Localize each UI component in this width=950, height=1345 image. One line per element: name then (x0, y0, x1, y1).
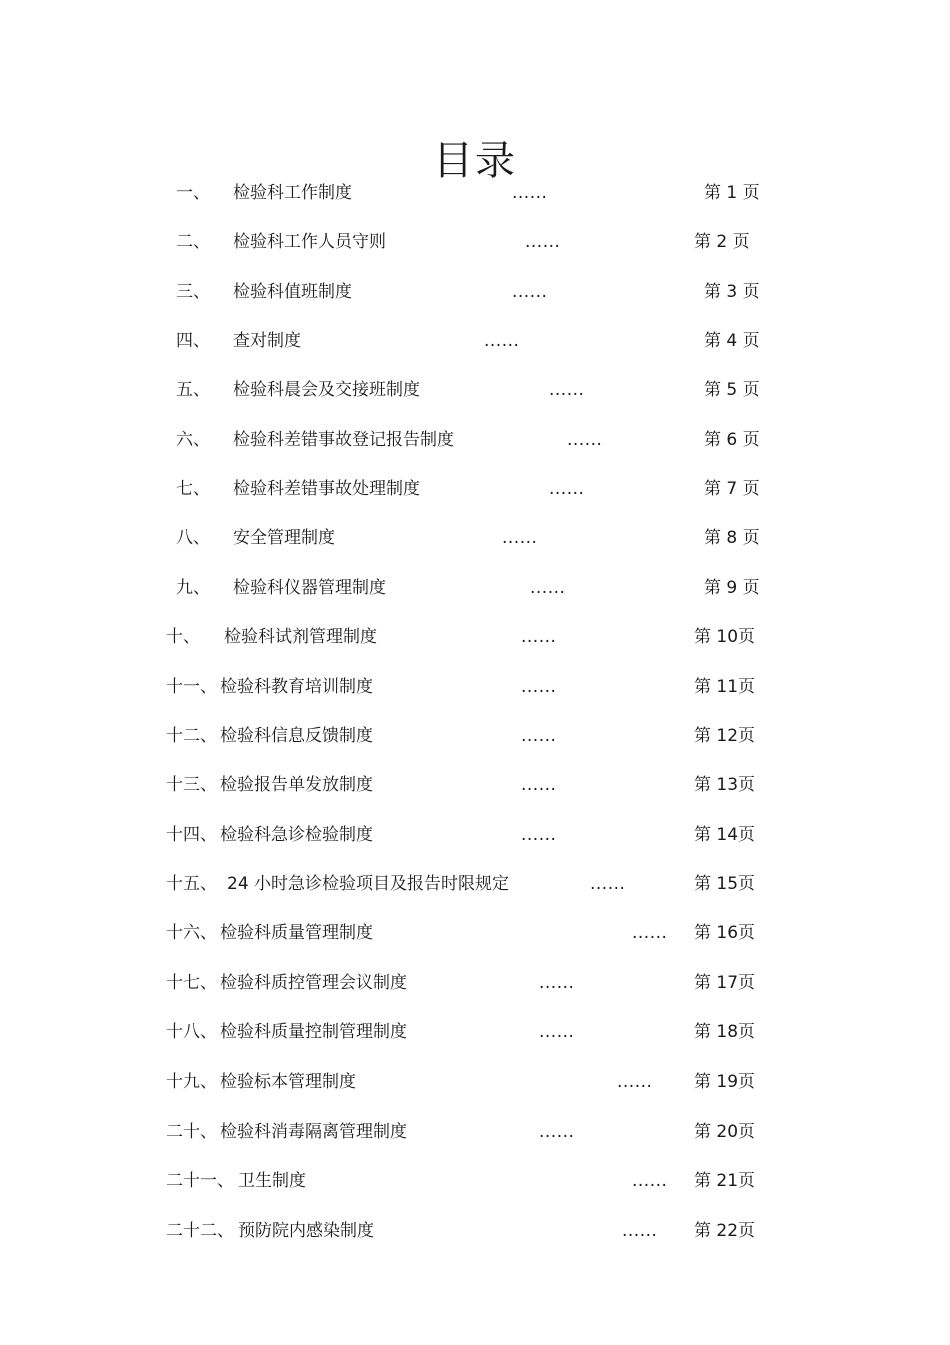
toc-entry (0, 624, 950, 650)
toc-entry-page: 第 19页 (694, 1072, 756, 1092)
toc-title: 目录 (433, 137, 517, 184)
toc-entry-leader: ...... (512, 183, 548, 203)
toc-entry-leader: ...... (521, 775, 557, 795)
toc-entry-label: 检验科教育培训制度 (220, 677, 373, 697)
toc-entry (0, 970, 950, 996)
toc-entry (0, 822, 950, 848)
toc-entry (0, 575, 950, 601)
toc-entry-page: 第 6 页 (704, 430, 760, 450)
toc-entry-label: 24 小时急诊检验项目及报告时限规定 (227, 874, 510, 894)
toc-entry (0, 229, 950, 255)
toc-entry-page: 第 5 页 (704, 380, 760, 400)
toc-entry-number: 二十一、 (166, 1171, 234, 1191)
toc-entry-leader: ...... (549, 479, 585, 499)
toc-entry-label: 检验科质控管理会议制度 (220, 973, 407, 993)
toc-entry-page: 第 12页 (694, 726, 756, 746)
toc-entry-page: 第 9 页 (704, 578, 760, 598)
toc-entry-number: 十八、 (166, 1022, 217, 1042)
toc-entry (0, 377, 950, 403)
toc-entry-label: 检验科消毒隔离管理制度 (220, 1122, 407, 1142)
toc-entry-leader: ...... (521, 726, 557, 746)
toc-entry-page: 第 14页 (694, 825, 756, 845)
toc-entry (0, 871, 950, 897)
toc-entry-leader: ...... (521, 627, 557, 647)
toc-entry (0, 1119, 950, 1145)
toc-entry-number: 十七、 (166, 973, 217, 993)
toc-entry-page: 第 21页 (694, 1171, 756, 1191)
toc-entry (0, 1019, 950, 1045)
toc-entry-label: 检验科工作制度 (233, 183, 352, 203)
toc-entry-leader: ...... (617, 1072, 653, 1092)
toc-entry-leader: ...... (525, 232, 561, 252)
toc-entry-label: 检验科信息反馈制度 (220, 726, 373, 746)
toc-entry-leader: ...... (502, 528, 538, 548)
toc-entry-label: 检验科质量控制管理制度 (220, 1022, 407, 1042)
toc-entry-leader: ...... (539, 973, 575, 993)
toc-entry-page: 第 8 页 (704, 528, 760, 548)
toc-entry-number: 三、 (176, 282, 210, 302)
toc-entry-leader: ...... (632, 923, 668, 943)
toc-entry-leader: ...... (512, 282, 548, 302)
toc-entry-number: 十五、 (166, 874, 217, 894)
toc-entry (0, 476, 950, 502)
toc-entry-label: 检验科晨会及交接班制度 (233, 380, 420, 400)
toc-entry-number: 九、 (176, 578, 210, 598)
toc-entry-leader: ...... (530, 578, 566, 598)
toc-entry-label: 检验科差错事故处理制度 (233, 479, 420, 499)
toc-entry-page: 第 11页 (694, 677, 756, 697)
toc-entry-label: 检验科仪器管理制度 (233, 578, 386, 598)
toc-entry-number: 十二、 (166, 726, 217, 746)
toc-entry-label: 检验科值班制度 (233, 282, 352, 302)
toc-entry-label: 预防院内感染制度 (238, 1221, 374, 1241)
toc-entry-number: 二十二、 (166, 1221, 234, 1241)
toc-entry-number: 十九、 (166, 1072, 217, 1092)
toc-entry-leader: ...... (539, 1122, 575, 1142)
toc-entry-number: 十四、 (166, 825, 217, 845)
toc-entry-number: 十六、 (166, 923, 217, 943)
toc-entry-label: 查对制度 (233, 331, 301, 351)
toc-entry-number: 十一、 (166, 677, 217, 697)
toc-entry (0, 1218, 950, 1244)
toc-entry (0, 772, 950, 798)
toc-entry-page: 第 4 页 (704, 331, 760, 351)
toc-entry (0, 1168, 950, 1194)
toc-entry-number: 二十、 (166, 1122, 217, 1142)
toc-entry (0, 328, 950, 354)
toc-entry-page: 第 13页 (694, 775, 756, 795)
toc-entry-page: 第 22页 (694, 1221, 756, 1241)
toc-entry-label: 安全管理制度 (233, 528, 335, 548)
toc-entry-number: 八、 (176, 528, 210, 548)
toc-entry-leader: ...... (567, 430, 603, 450)
toc-entry-label: 检验科质量管理制度 (220, 923, 373, 943)
toc-entry-number: 六、 (176, 430, 210, 450)
toc-entry-label: 检验科差错事故登记报告制度 (233, 430, 454, 450)
toc-entry (0, 1069, 950, 1095)
toc-entry-label: 检验科工作人员守则 (233, 232, 386, 252)
toc-entry-page: 第 2 页 (694, 232, 750, 252)
toc-entry-page: 第 10页 (694, 627, 756, 647)
toc-entry-label: 检验科试剂管理制度 (224, 627, 377, 647)
toc-entry-page: 第 7 页 (704, 479, 760, 499)
toc-entry-leader: ...... (484, 331, 520, 351)
toc-entry-leader: ...... (590, 874, 626, 894)
toc-entry-number: 十三、 (166, 775, 217, 795)
toc-entry (0, 180, 950, 206)
toc-entry (0, 674, 950, 700)
toc-entry-leader: ...... (549, 380, 585, 400)
toc-entry (0, 723, 950, 749)
toc-entry-number: 十、 (166, 627, 200, 647)
toc-entry-number: 七、 (176, 479, 210, 499)
toc-entry-number: 四、 (176, 331, 210, 351)
toc-entry (0, 920, 950, 946)
toc-entry-label: 卫生制度 (238, 1171, 306, 1191)
toc-entry-page: 第 15页 (694, 874, 756, 894)
toc-entry (0, 427, 950, 453)
toc-entry (0, 279, 950, 305)
toc-entry-label: 检验科急诊检验制度 (220, 825, 373, 845)
toc-entry-label: 检验标本管理制度 (220, 1072, 356, 1092)
toc-entry-number: 二、 (176, 232, 210, 252)
toc-entry-leader: ...... (632, 1171, 668, 1191)
toc-entry-leader: ...... (622, 1221, 658, 1241)
toc-entry-number: 五、 (176, 380, 210, 400)
toc-entry-leader: ...... (521, 677, 557, 697)
toc-entry (0, 525, 950, 551)
toc-entry-page: 第 18页 (694, 1022, 756, 1042)
toc-entry-leader: ...... (521, 825, 557, 845)
toc-entry-number: 一、 (176, 183, 210, 203)
toc-entry-page: 第 16页 (694, 923, 756, 943)
toc-entry-page: 第 20页 (694, 1122, 756, 1142)
toc-entry-page: 第 3 页 (704, 282, 760, 302)
toc-entry-label: 检验报告单发放制度 (220, 775, 373, 795)
toc-entry-leader: ...... (539, 1022, 575, 1042)
toc-entry-page: 第 1 页 (704, 183, 760, 203)
toc-entry-page: 第 17页 (694, 973, 756, 993)
